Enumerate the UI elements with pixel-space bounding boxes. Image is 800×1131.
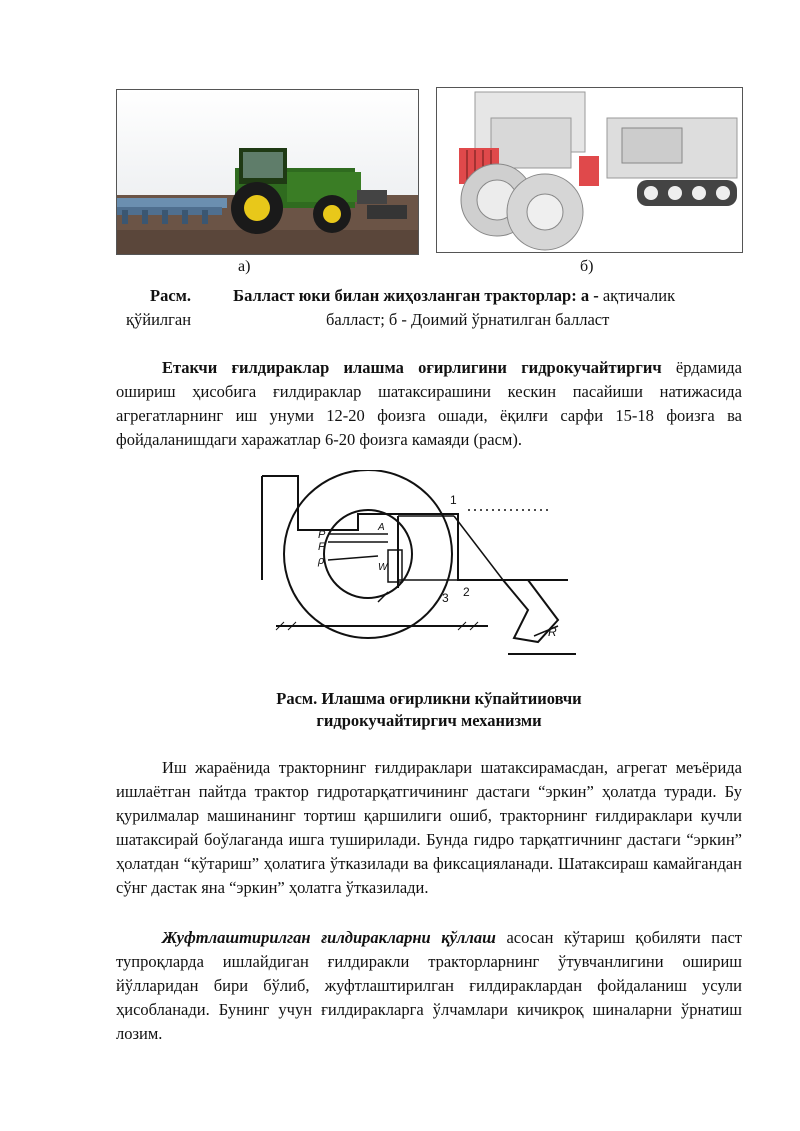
ballast-drawing-art [437, 88, 742, 252]
figure2-caption-line1: Расм. Илашма оғирликни кўпайтииовчи [276, 689, 582, 708]
ballast-drawing [436, 87, 743, 253]
figure1-caption-prefix: Расм. [150, 286, 192, 305]
paragraph-2-text: Иш жараёнида тракторнинг ғилдираклари шатаксирамасдан, агрегат меъёрида ишлаётган пайтда трактор гидротарқатгичининг дастаги “эркин” ҳолатда туради. Бу қурилмалар машинанинг тортиш қаршилиги ошиб, тракторнинг ғилдираклари кучли шатаксирай боўлаганда ишга туширилади. Бунда гидро тарқатгичнинг дастаги “эркин” ҳолатдан “кўтариш” ҳолатига ўтказилади ва фиксацияланади. Шатаксираш камайгандан сўнг дастак яна “эркин” ҳолатга ўтказилади. [116, 758, 742, 897]
diagram-label-F: F [318, 541, 325, 553]
figure1-caption-line2 [126, 308, 746, 332]
diagram-label-R: R [548, 625, 557, 639]
paragraph-2 [116, 756, 742, 900]
paragraph-1-text: ёрдамида ошириш ҳисобига ғилдираклар шатаксирашини кескин пасайиши натижасида агрегатларнинг иш унуми 12-20 фоизга ошади, ёқилғи сарфи 15-18 фоизга ва фойдаланишдаги харажатлар 6-20 фоизга камаяди (расм). [116, 358, 742, 449]
paragraph-1-bold: Етакчи ғилдираклар илашма оғирлигини гидрокучайтиргич [162, 358, 662, 377]
diagram-label-2: 2 [463, 585, 470, 599]
paragraph-3-bold: Жуфтлаштирилган ғилдиракларни қўллаш [162, 928, 496, 947]
diagram-label-P: P [318, 529, 326, 541]
figure1-caption-line1 [150, 284, 742, 308]
paragraph-1 [116, 356, 742, 452]
hydraulic-mechanism-art [258, 470, 576, 666]
diagram-label-A: A [378, 522, 385, 533]
diagram-label-W: W [378, 562, 388, 573]
paragraph-3 [116, 926, 742, 1046]
tractor-photo-art [117, 90, 418, 254]
paragraph-3-text: асосан кўтариш қобиляти паст тупроқларда ишлайдиган ғилдиракли тракторларнинг ўтувчанлигини ошириш йўлларидан бири бўлиб, жуфтлаштирилган ғилдираклардан фойдаланиш усули ҳисобланади. Бунинг учун ғилдиракларга ўлчамлари кичикроқ шиналарни ўрнатиш лозим. [116, 928, 742, 1043]
figure-label-a: а) [238, 258, 251, 275]
figure1-caption-line2-left: қўйилган [126, 310, 192, 329]
figure1-caption-line2-right: балласт; б - Доимий ўрнатилган балласт [326, 310, 610, 329]
figure-label-b: б) [580, 258, 594, 275]
figure2-caption [116, 688, 742, 732]
figure1-caption-bold: Балласт юки билан жиҳозланган тракторлар: а - [233, 286, 599, 305]
figure1-caption-rest: ақтичалик [602, 286, 676, 305]
hydraulic-mechanism-diagram [258, 470, 576, 666]
figure2-caption-line2: гидрокучайтиргич механизми [316, 711, 542, 730]
tractor-photo [116, 89, 419, 255]
diagram-label-1: 1 [450, 493, 457, 507]
diagram-label-3: 3 [442, 591, 449, 605]
diagram-label-rho: ρ [318, 555, 325, 567]
